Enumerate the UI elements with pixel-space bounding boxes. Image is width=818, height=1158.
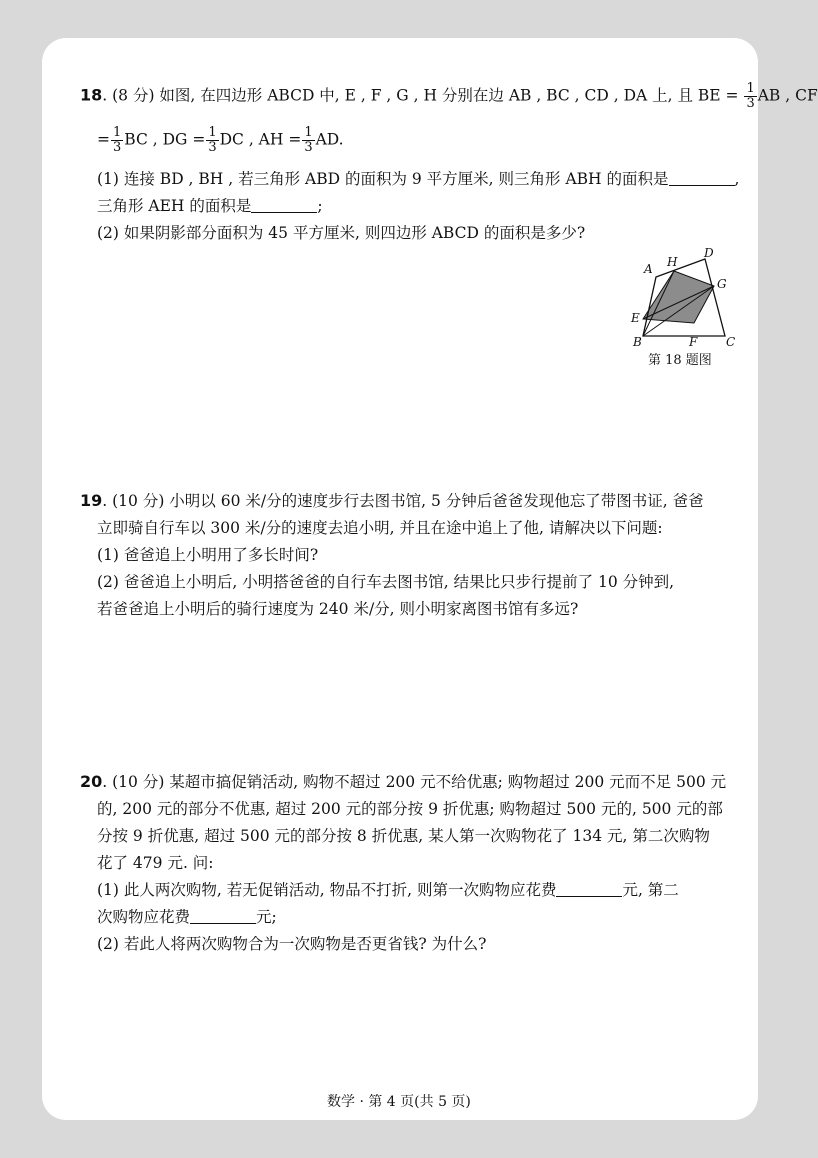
- answer-blank-aeh[interactable]: [251, 196, 317, 213]
- q18-fraction-4: $\frac{1}{3}$: [304, 125, 313, 155]
- q18-header-tail: AB , CF: [757, 86, 818, 105]
- label-a: A: [644, 262, 653, 276]
- label-d: D: [704, 246, 714, 260]
- q20-line4: 花了 479 元. 问:: [97, 854, 214, 872]
- q20-part2: (2) 若此人将两次购物合为一次购物是否更省钱? 为什么?: [97, 935, 487, 953]
- shaded-region: [643, 271, 714, 323]
- q18-fraction-2: $\frac{1}{3}$: [113, 125, 122, 155]
- label-f: F: [689, 335, 698, 349]
- q19-part1: (1) 爸爸追上小明用了多长时间?: [97, 546, 319, 564]
- q20-part1-line1: (1) 此人两次购物, 若无促销活动, 物品不打折, 则第一次购物应花费 元, 第二: [97, 881, 679, 899]
- q20-part1-line2: 次购物应花费 元;: [97, 908, 277, 926]
- q18-line2: = $\frac{1}{3}$ BC , DG = $\frac{1}{3}$ DC , AH = $\frac{1}{3}$ AD.: [97, 125, 344, 155]
- q18-header-text: . (8 分) 如图, 在四边形 ABCD 中, E , F , G , H 分别在边 AB , BC , CD , DA 上, 且 BE =: [102, 86, 744, 105]
- exam-page: [42, 38, 818, 1120]
- q20-number: 20: [80, 772, 103, 791]
- q18-fraction-1: $\frac{1}{3}$: [746, 81, 755, 111]
- q20-line3: 分按 9 折优惠, 超过 500 元的部分按 8 折优惠, 某人第一次购物花了 134 元, 第二次购物: [97, 827, 710, 845]
- q18-part1-line2: 三角形 AEH 的面积是 ;: [97, 197, 323, 215]
- q19-line1: 19. (10 分) 小明以 60 米/分的速度步行去图书馆, 5 分钟后爸爸发现他忘了带图书证, 爸爸: [80, 491, 704, 510]
- q18-line1: [80, 82, 818, 111]
- q18-part2: (2) 如果阴影部分面积为 45 平方厘米, 则四边形 ABCD 的面积是多少?: [97, 224, 586, 242]
- q19-part2-line2: 若爸爸追上小明后的骑行速度为 240 米/分, 则小明家离图书馆有多远?: [97, 600, 579, 618]
- q18-fraction-3: $\frac{1}{3}$: [208, 125, 217, 155]
- figure-caption: 第 18 题图: [648, 353, 712, 368]
- page-footer: 数学 · 第 4 页(共 5 页): [327, 1094, 471, 1110]
- q20-line2: 的, 200 元的部分不优惠, 超过 200 元的部分按 9 折优惠; 购物超过 500 元的, 500 元的部: [97, 800, 723, 818]
- label-e: E: [631, 311, 640, 325]
- q19-line2: 立即骑自行车以 300 米/分的速度去追小明, 并且在途中追上了他, 请解决以下问题:: [97, 519, 663, 537]
- quadrilateral-figure: [622, 248, 742, 348]
- label-h: H: [667, 255, 678, 269]
- label-c: C: [726, 335, 736, 349]
- q18-number: 18: [80, 85, 103, 105]
- q19-number: 19: [80, 491, 103, 510]
- answer-blank-abh[interactable]: [669, 169, 735, 186]
- q19-part2-line1: (2) 爸爸追上小明后, 小明搭爸爸的自行车去图书馆, 结果比只步行提前了 10 分钟到,: [97, 573, 675, 591]
- answer-blank-second-purchase[interactable]: [190, 907, 256, 924]
- q18-part1-line1: (1) 连接 BD , BH , 若三角形 ABD 的面积为 9 平方厘米, 则三角形 ABH 的面积是 ,: [97, 170, 740, 188]
- answer-blank-first-purchase[interactable]: [556, 880, 622, 897]
- label-g: G: [717, 277, 727, 291]
- label-b: B: [633, 335, 642, 349]
- q20-line1: 20. (10 分) 某超市搞促销活动, 购物不超过 200 元不给优惠; 购物超过 200 元而不足 500 元: [80, 772, 727, 791]
